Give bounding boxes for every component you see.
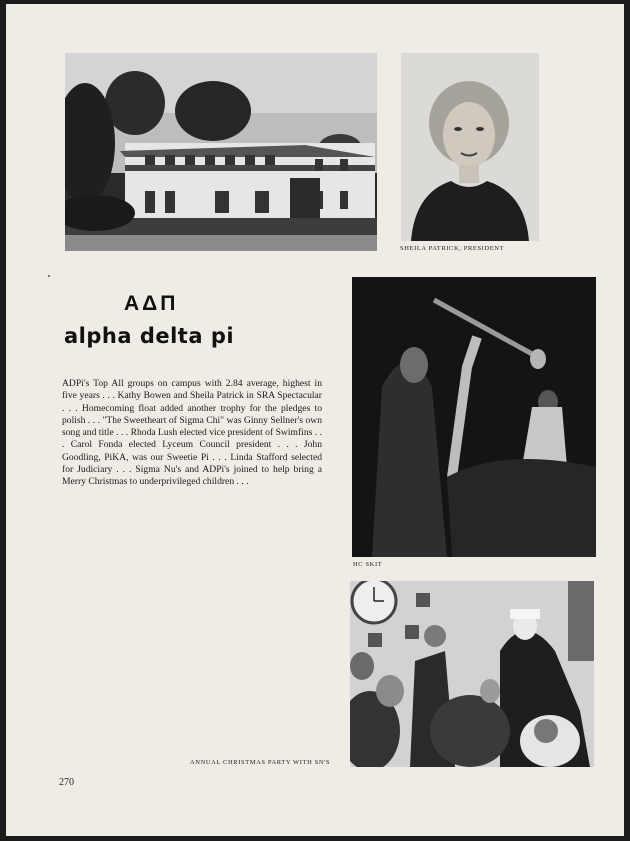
party-caption: ANNUAL CHRISTMAS PARTY WITH SN'S [190,759,331,766]
yearbook-page [6,4,624,836]
president-portrait [401,53,539,241]
president-caption: SHEILA PATRICK, PRESIDENT [400,245,505,252]
hc-skit-photo [352,277,596,557]
chapter-summary: ADPi's Top All groups on campus with 2.84 average, highest in five years . . . Kathy Bowen and Sheila Patrick in SRA Spectacular . . . Homecoming float added another trophy for the pledges to polish . . . "The Sweetheart of Sigma Chi" was Ginny Sellner's own song and title . . . Rhoda Lush elected vice president of Swimfins . . . Carol Fonda elected Lyceum Council president . . . John Goodling, PiKA, was our Sweetie Pi . . . Linda Stafford selected for Judiciary . . . Sigma Nu's and ADPi's joined to help bring a Merry Christmas to underprivileged children . . . [62,378,322,488]
skit-caption: HC SKIT [353,561,383,568]
page-number: 270 [59,777,74,788]
chapter-house-photo [65,53,377,251]
christmas-party-photo [350,581,594,767]
page-mark [48,275,50,277]
chapter-name: alpha delta pi [64,324,235,348]
greek-letters: ΑΔΠ [124,292,179,315]
